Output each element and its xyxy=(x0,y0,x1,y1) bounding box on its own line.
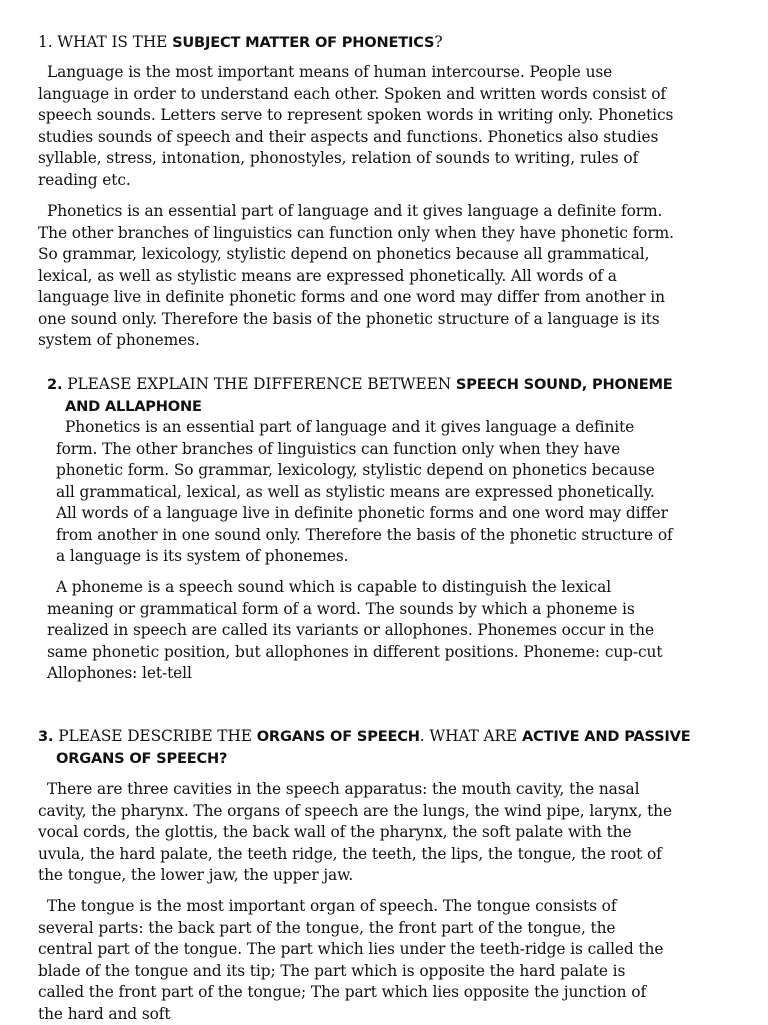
section-3-heading xyxy=(38,726,696,769)
section-2-heading-bold: SPEECH SOUND, PHONEME AND ALLAPHONE xyxy=(65,376,673,415)
section-3-paragraph-2: The tongue is the most important organ of speech. The tongue consists of several parts: the back part of the tongue, the front part of the tongue, the central part of the tongue. The part which lies under the teeth-ridge is called the blade of the tongue and its tip; The part which is opposite the hard palate is called the front part of the tongue; The part which lies opposite the junction of the hard and soft xyxy=(38,897,664,1023)
section-2-number: 2. xyxy=(47,376,63,393)
section-1-heading-bold: SUBJECT MATTER OF PHONETICS xyxy=(172,34,435,51)
section-2-paragraph-2: A phoneme is a speech sound which is capable to distinguish the lexical meaning or grammatical form of a word. The sounds by which a phoneme is realized in speech are called its variants or allophones. Phonemes occur in the same phonetic position, but allophones in different positions. Phoneme: cup-cut Allophones: let-tell xyxy=(47,578,663,682)
section-2-heading-prefix: PLEASE EXPLAIN THE DIFFERENCE BETWEEN xyxy=(67,375,456,393)
section-1-paragraph-1: Language is the most important means of human intercourse. People use language in order to understand each other. Spoken and written words consist of speech sounds. Letters serve to represent spoken words in writing only. Phonetics studies sounds of speech and their aspects and functions. Phonetics also studies syllable, stress, intonation, phonostyles, relation of sounds to writing, rules of reading etc. xyxy=(38,63,674,189)
section-1-heading xyxy=(38,32,738,54)
section-3-number: 3. xyxy=(38,728,54,745)
section-1-number: 1. xyxy=(38,33,53,51)
section-3-paragraph-1: There are three cavities in the speech apparatus: the mouth cavity, the nasal cavity, the pharynx. The organs of speech are the lungs, the wind pipe, larynx, the vocal cords, the glottis, the back wall of the pharynx, the soft palate with the uvula, the hard palate, the teeth ridge, the teeth, the lips, the tongue, the root of the tongue, the lower jaw, the upper jaw. xyxy=(38,780,672,884)
section-3-heading-bold: ORGANS OF SPEECH xyxy=(256,728,420,745)
section-1-paragraph-2: Phonetics is an essential part of language and it gives language a definite form. The other branches of linguistics can function only when they have phonetic form. So grammar, lexicology, stylistic depend on phonetics because all grammatical, lexical, as well as stylistic means are expressed phonetically. All words of a language live in definite phonetic forms and one word may differ from another in one sound only. Therefore the basis of the phonetic structure of a language is its system of phonemes. xyxy=(38,202,674,349)
section-1-heading-suffix: ? xyxy=(434,33,443,51)
section-2-heading xyxy=(47,374,685,417)
section-3-heading-middle: . WHAT ARE xyxy=(419,727,522,745)
section-1-heading-prefix: WHAT IS THE xyxy=(57,33,173,51)
section-2-paragraph-1: Phonetics is an essential part of language and it gives language a definite form. The other branches of linguistics can function only when they have phonetic form. So grammar, lexicology, stylistic depend on phonetics because all grammatical, lexical, as well as stylistic means are expressed phonetically. All words of a language live in definite phonetic forms and one word may differ from another in one sound only. Therefore the basis of the phonetic structure of a language is its system of phonemes. xyxy=(56,418,673,565)
section-3-heading-bold-2: ACTIVE AND PASSIVE ORGANS OF SPEECH? xyxy=(56,728,691,767)
section-3-heading-prefix: PLEASE DESCRIBE THE xyxy=(58,727,257,745)
